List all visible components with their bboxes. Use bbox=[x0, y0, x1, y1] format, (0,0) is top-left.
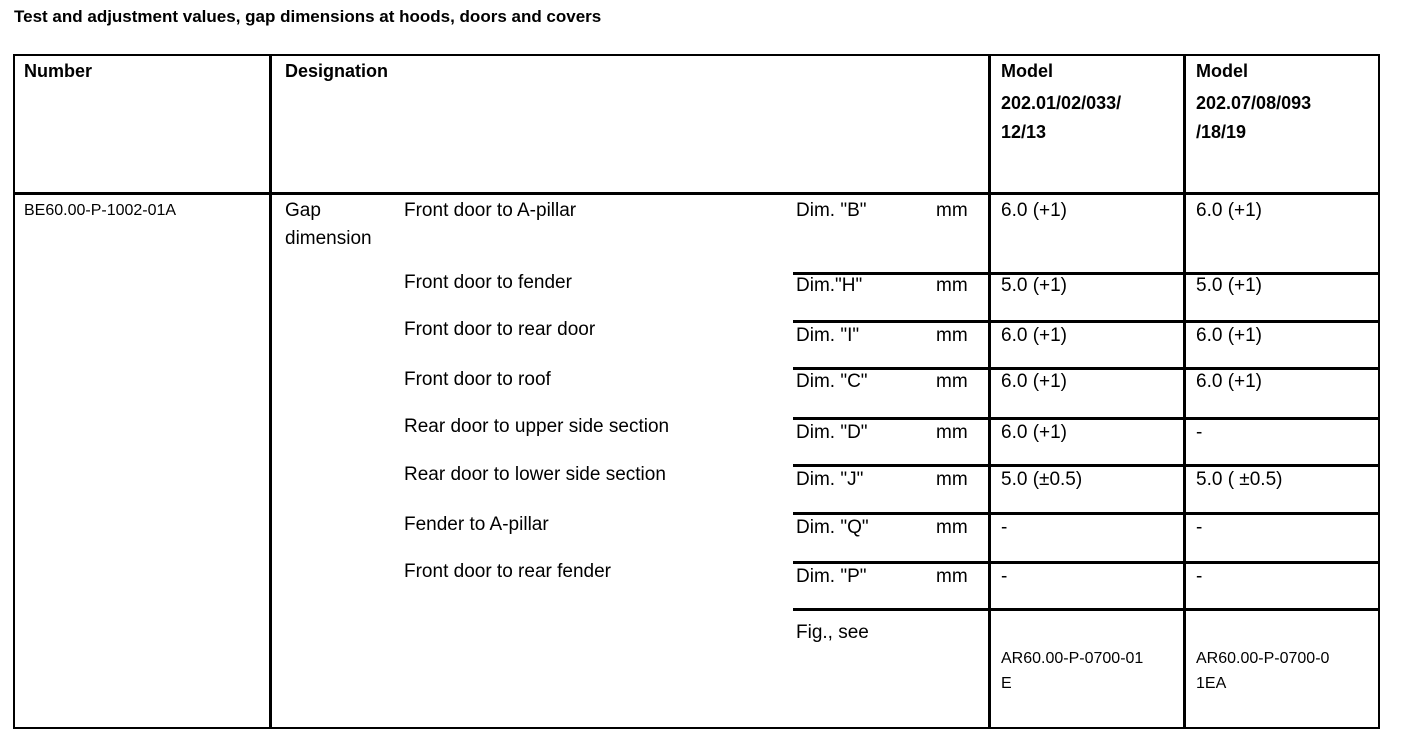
header-divider bbox=[13, 192, 1380, 195]
row-value-model-a: 6.0 (+1) bbox=[1001, 325, 1068, 346]
row-value-model-b: 5.0 ( ±0.5) bbox=[1196, 469, 1283, 490]
row-dim: Dim."H" bbox=[796, 275, 863, 296]
fig-ref-model-a-line1: AR60.00-P-0700-01 bbox=[1001, 650, 1144, 667]
header-model-a-line2: 202.01/02/033/ bbox=[1001, 93, 1122, 113]
row-label: Front door to rear door bbox=[404, 319, 596, 340]
row-divider-4 bbox=[793, 417, 1380, 420]
header-model-b-line3: /18/19 bbox=[1196, 122, 1247, 142]
row-value-model-a: 6.0 (+1) bbox=[1001, 422, 1068, 443]
category-line1: Gap bbox=[285, 200, 321, 221]
row-label: Front door to fender bbox=[404, 272, 572, 293]
row-label: Rear door to upper side section bbox=[404, 416, 670, 437]
row-unit: mm bbox=[936, 469, 968, 490]
row-label: Front door to roof bbox=[404, 369, 551, 390]
header-model-b-label: Model bbox=[1196, 61, 1248, 81]
row-unit: mm bbox=[936, 325, 968, 346]
col-divider-model-a bbox=[988, 54, 991, 729]
row-unit: mm bbox=[936, 517, 968, 538]
row-divider-2 bbox=[793, 320, 1380, 323]
row-label: Rear door to lower side section bbox=[404, 464, 666, 485]
row-label: Fender to A-pillar bbox=[404, 514, 549, 535]
row-value-model-b: 6.0 (+1) bbox=[1196, 371, 1263, 392]
row-unit: mm bbox=[936, 275, 968, 296]
row-divider-3 bbox=[793, 367, 1380, 370]
spec-table bbox=[13, 54, 1380, 729]
row-divider-1 bbox=[793, 272, 1380, 275]
category-line2: dimension bbox=[285, 228, 372, 249]
header-model-a-line3: 12/13 bbox=[1001, 122, 1047, 142]
header-designation: Designation bbox=[285, 61, 389, 81]
row-label: Front door to A-pillar bbox=[404, 200, 577, 221]
row-divider-6 bbox=[793, 512, 1380, 515]
row-unit: mm bbox=[936, 371, 968, 392]
col-divider-model-b bbox=[1183, 54, 1186, 729]
row-value-model-a: 6.0 (+1) bbox=[1001, 371, 1068, 392]
fig-ref-model-b-line2: 1EA bbox=[1196, 675, 1227, 692]
row-number: BE60.00-P-1002-01A bbox=[24, 202, 177, 219]
row-value-model-b: - bbox=[1196, 517, 1203, 538]
fig-label: Fig., see bbox=[796, 622, 869, 643]
row-dim: Dim. "I" bbox=[796, 325, 860, 346]
fig-ref-model-b-line1: AR60.00-P-0700-0 bbox=[1196, 650, 1330, 667]
row-unit: mm bbox=[936, 200, 968, 221]
row-value-model-b: 5.0 (+1) bbox=[1196, 275, 1263, 296]
row-dim: Dim. "J" bbox=[796, 469, 864, 490]
page-title: Test and adjustment values, gap dimensions at hoods, doors and covers bbox=[14, 7, 602, 26]
row-unit: mm bbox=[936, 422, 968, 443]
row-value-model-a: - bbox=[1001, 566, 1008, 587]
row-value-model-a: 5.0 (+1) bbox=[1001, 275, 1068, 296]
row-value-model-b: 6.0 (+1) bbox=[1196, 325, 1263, 346]
col-divider-number bbox=[269, 54, 272, 729]
row-dim: Dim. "C" bbox=[796, 371, 868, 392]
row-value-model-b: - bbox=[1196, 422, 1203, 443]
row-dim: Dim. "B" bbox=[796, 200, 867, 221]
header-model-a-label: Model bbox=[1001, 61, 1053, 81]
row-label: Front door to rear fender bbox=[404, 561, 611, 582]
row-divider-8 bbox=[793, 608, 1380, 611]
header-number: Number bbox=[24, 61, 93, 81]
row-divider-7 bbox=[793, 561, 1380, 564]
row-dim: Dim. "Q" bbox=[796, 517, 869, 538]
row-value-model-a: 5.0 (±0.5) bbox=[1001, 469, 1083, 490]
fig-ref-model-a-line2: E bbox=[1001, 675, 1012, 692]
row-value-model-b: - bbox=[1196, 566, 1203, 587]
row-dim: Dim. "D" bbox=[796, 422, 868, 443]
row-value-model-a: - bbox=[1001, 517, 1008, 538]
row-value-model-a: 6.0 (+1) bbox=[1001, 200, 1068, 221]
row-value-model-b: 6.0 (+1) bbox=[1196, 200, 1263, 221]
row-dim: Dim. "P" bbox=[796, 566, 867, 587]
row-divider-5 bbox=[793, 464, 1380, 467]
row-unit: mm bbox=[936, 566, 968, 587]
header-model-b-line2: 202.07/08/093 bbox=[1196, 93, 1312, 113]
